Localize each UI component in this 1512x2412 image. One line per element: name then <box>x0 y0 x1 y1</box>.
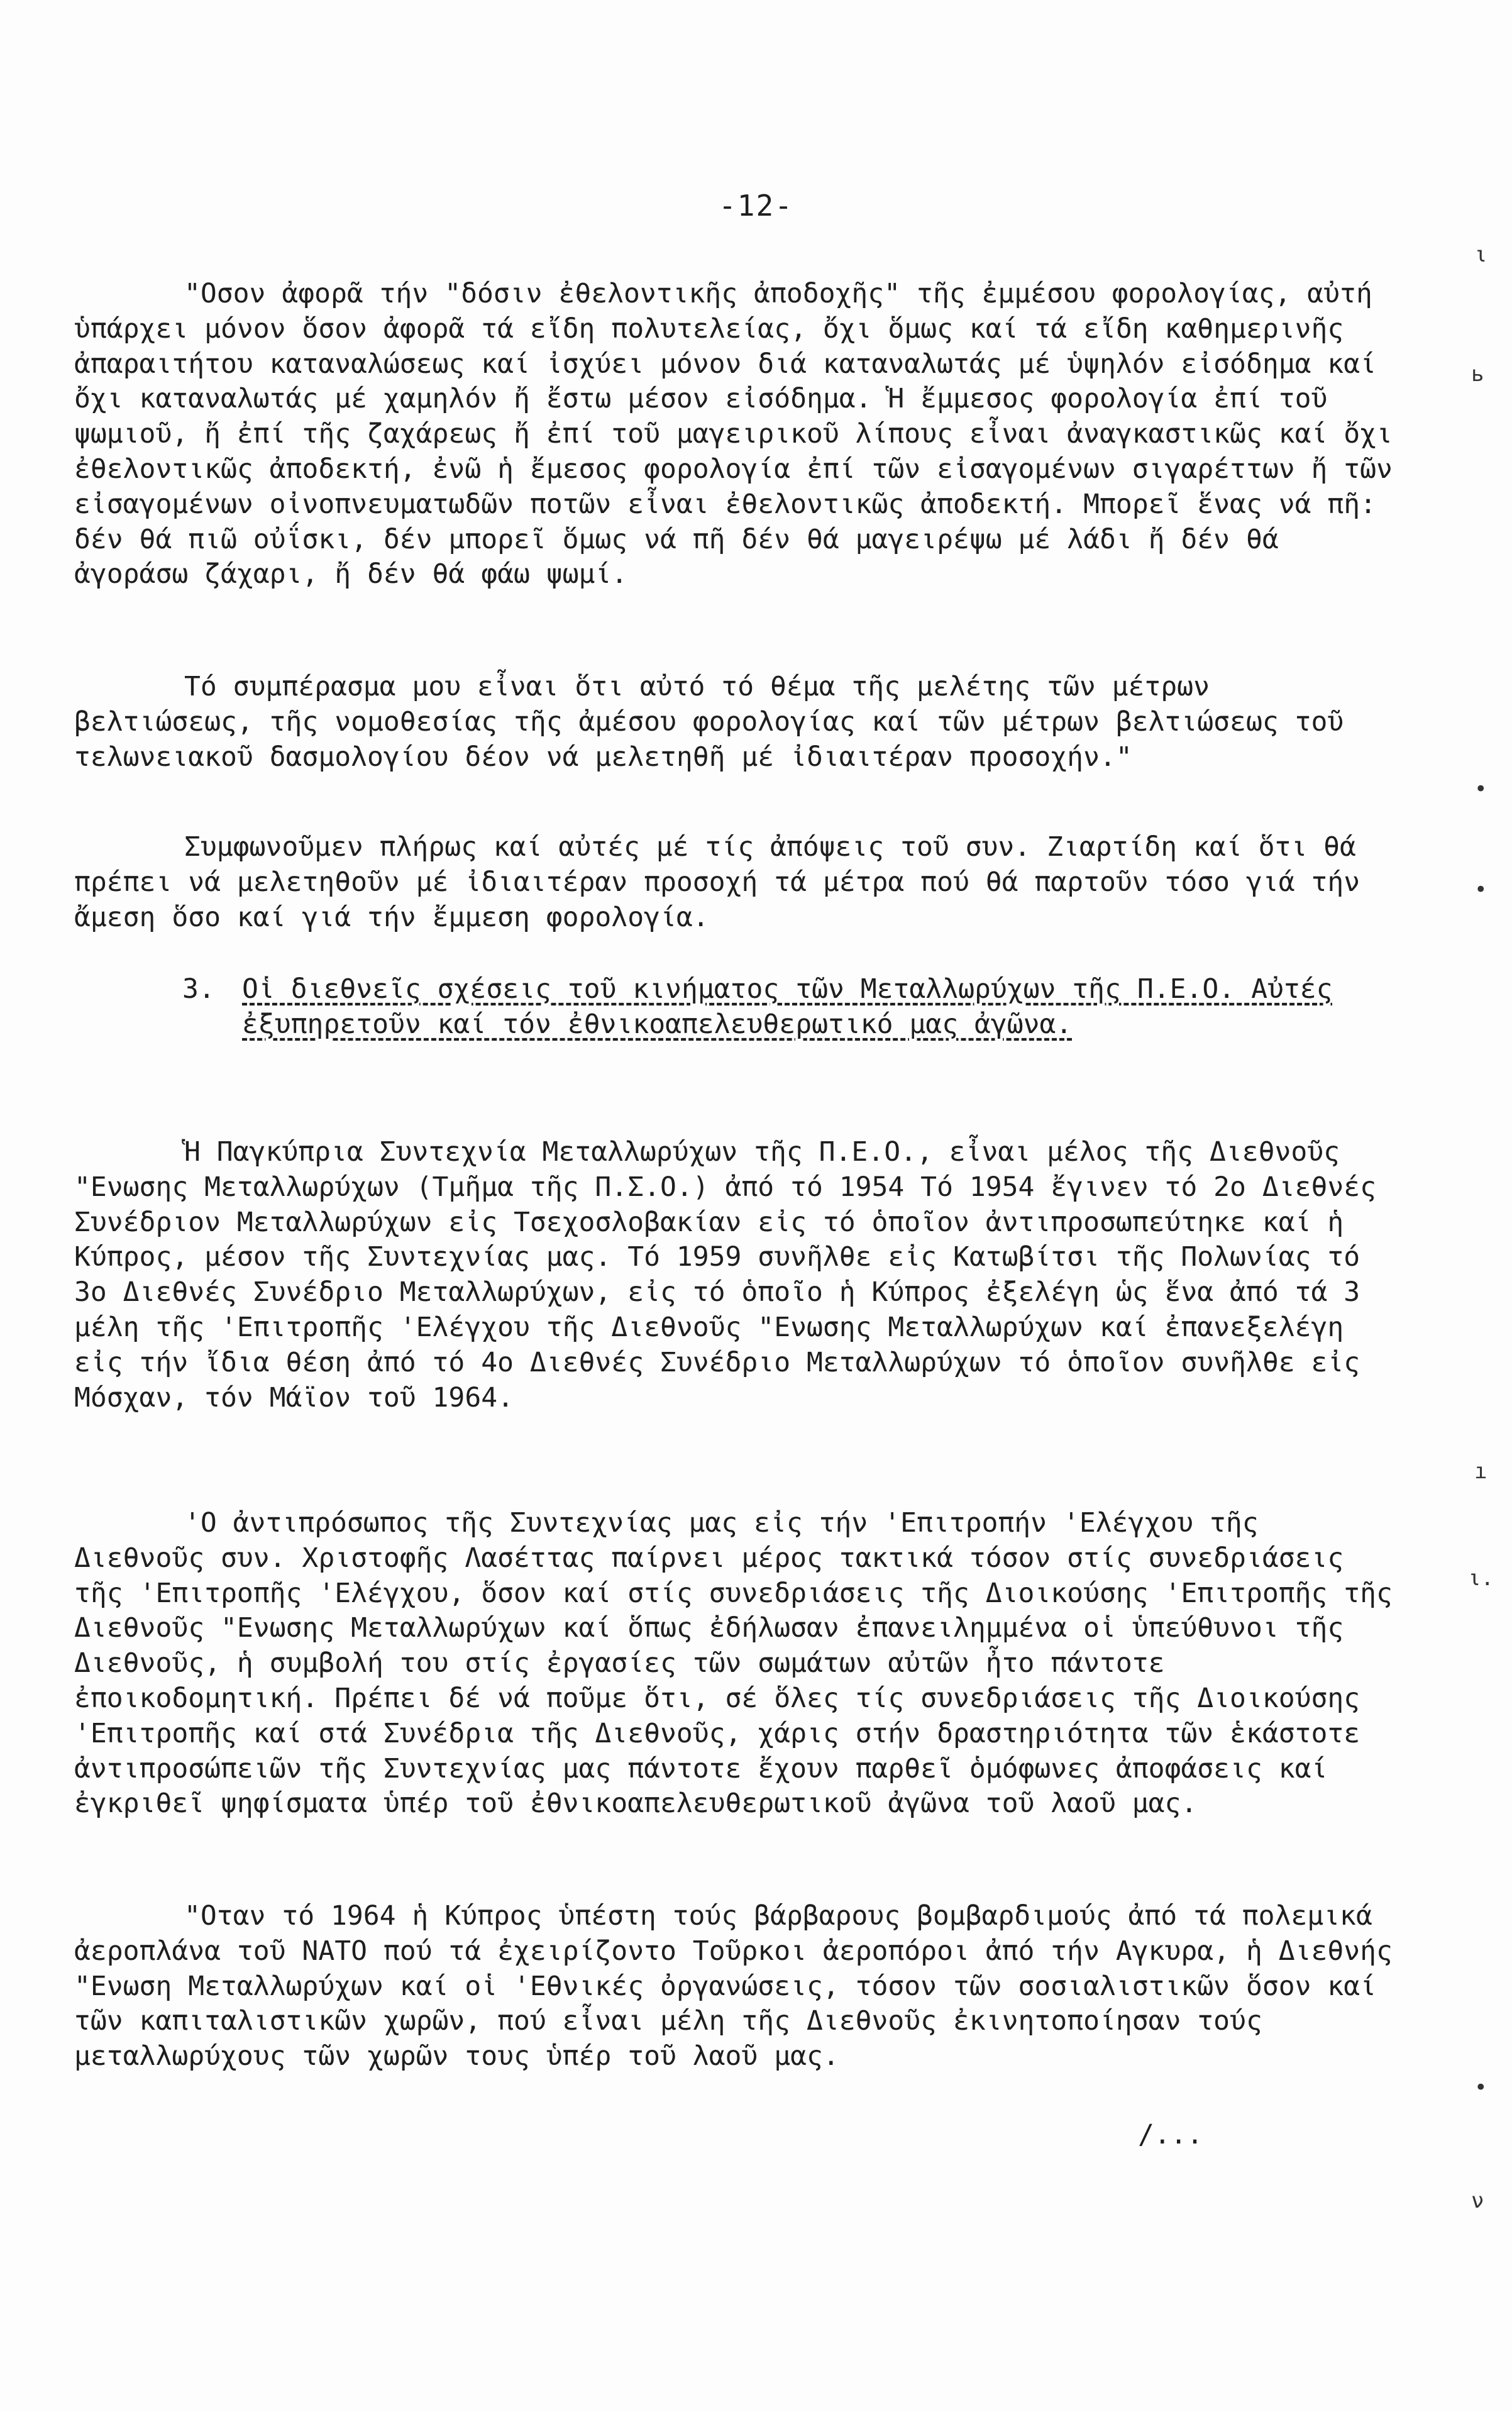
margin-mark: • <box>1474 877 1487 902</box>
continuation-mark: /... <box>1138 2119 1203 2150</box>
margin-mark: • <box>1474 2075 1487 2100</box>
margin-mark: • <box>1474 777 1487 802</box>
paragraph-text: Τό συμπέρασμα μου εἶναι ὅτι αὐτό τό θέμα τῆς μελέτης τῶν μέτρων βελτιώσεως, τῆς νομοθεσίας τῆς ἀμέσου φορολογίας καί τῶν μέτρων βελτιώσεως τοῦ τελωνειακοῦ δασμολογίου δέον νά μελετηθῆ μέ ἰδιαιτέραν προσοχήν." <box>74 671 1344 773</box>
paragraph-text: 'Ο ἀντιπρόσωπος τῆς Συντεχνίας μας εἰς τήν 'Επιτροπήν 'Ελέγχου τῆς Διεθνοῦς συν. Χριστοφῆς Λασέττας παίρνει μέρος τακτικά τόσον στίς συνεδριάσεις τῆς 'Επιτροπῆς 'Ελέγχου, ὅσον καί στίς συνεδριάσεις τῆς Διοικούσης 'Επιτροπῆς τῆς Διεθνοῦς "Ενωσης Μεταλλωρύχων καί ὅπως ἐδήλωσαν ἐπανειλημμένα οἱ ὑπεύθυνοι τῆς Διεθνοῦς, ἡ συμβολή του στίς ἐργασίες τῶν σωμάτων αὐτῶν ἦτο πάντοτε ἐποικοδομητική. Πρέπει δέ νά ποῦμε ὅτι, σέ ὅλες τίς συνεδριάσεις τῆς Διοικούσης 'Επιτροπῆς καί στά Συνέδρια τῆς Διεθνοῦς, χάρις στήν δραστηριότητα τῶν ἑκάστοτε ἀντιπροσώπειῶν τῆς Συντεχνίας μας πάντοτε ἔχουν παρθεῖ ὁμόφωνες ἀποφάσεις καί ἐγκριθεῖ ψηφίσματα ὑπέρ τοῦ ἐθνικοαπελευθερωτικοῦ ἀγῶνα τοῦ λαοῦ μας. <box>74 1507 1393 1820</box>
section-number: 3. <box>182 973 215 1005</box>
paragraph-1964-bombing <box>74 1899 1394 2074</box>
paragraph-union-membership <box>74 1135 1394 1415</box>
paragraph-tax-acceptance <box>74 277 1394 592</box>
paragraph-text: "Οταν τό 1964 ἡ Κύπρος ὑπέστη τούς βάρβαρους βομβαρδιμούς ἀπό τά πολεμικά ἀεροπλάνα τοῦ ΝΑΤΟ πού τά ἐχειρίζοντο Τοῦρκοι ἀεροπόροι ἀπό τήν Αγκυρα, ἡ Διεθνής "Ενωση Μεταλλωρύχων καί οἱ 'Εθνικές ὀργανώσεις, τόσον τῶν σοσιαλιστικῶν ὅσον καί τῶν καπιταλιστικῶν χωρῶν, πού εἶναι μέλη τῆς Διεθνοῦς ἐκινητοποίησαν τούς μεταλλωρύχους τῶν χωρῶν τους ὑπέρ τοῦ λαοῦ μας. <box>74 1900 1393 2072</box>
margin-mark: ν <box>1471 2188 1484 2213</box>
margin-mark: ь <box>1471 362 1484 387</box>
paragraph-agreement <box>74 830 1394 935</box>
margin-mark: ι. <box>1468 1566 1494 1591</box>
page-number: -12- <box>719 189 793 223</box>
paragraph-text: "Οσον ἀφορᾶ τήν "δόσιν ἐθελοντικῆς ἀποδοχῆς" τῆς ἐμμέσου φορολογίας, αὐτή ὑπάρχει μόνον ὅσον ἀφορᾶ τά εἴδη πολυτελείας, ὄχι ὅμως καί τά εἴδη καθημερινῆς ἀπαραιτήτου καταναλώσεως καί ἰσχύει μόνον διά καταναλωτάς μέ ὑψηλόν εἰσόδημα καί ὄχι καταναλωτάς μέ χαμηλόν ἤ ἔστω μέσον εἰσόδημα. Ἡ ἔμμεσος φορολογία ἐπί τοῦ ψωμιοῦ, ἤ ἐπί τῆς ζαχάρεως ἤ ἐπί τοῦ μαγειρικοῦ λίπους εἶναι ἀναγκαστικῶς καί ὄχι ἐθελοντικῶς ἀποδεκτή, ἐνῶ ἡ ἔμεσος φορολογία ἐπί τῶν εἰσαγομένων σιγαρέττων ἤ τῶν εἰσαγομένων οἰνοπνευματωδῶν ποτῶν εἶναι ἐθελοντικῶς ἀποδεκτή. Μπορεῖ ἕνας νά πῆ: δέν θά πιῶ οὐΐσκι, δέν μπορεῖ ὅμως νά πῆ δέν θά μαγειρέψω μέ λάδι ἤ δέν θά ἀγοράσω ζάχαρι, ἤ δέν θά φάω ψωμί. <box>74 278 1393 590</box>
margin-mark: ı <box>1474 1459 1487 1484</box>
paragraph-representative <box>74 1506 1394 1822</box>
paragraph-conclusion <box>74 670 1394 775</box>
paragraph-text: Ἡ Παγκύπρια Συντεχνία Μεταλλωρύχων τῆς Π.Ε.Ο., εἶναι μέλος τῆς Διεθνοῦς "Ενωσης Μεταλλωρύχων (Τμῆμα τῆς Π.Σ.Ο.) ἀπό τό 1954 Τό 1954 ἔγινεν τό 2ο Διεθνές Συνέδριον Μεταλλωρύχων εἰς Τσεχοσλοβακίαν εἰς τό ὁποῖον ἀντιπροσωπεύτηκε καί ἡ Κύπρος, μέσον τῆς Συντεχνίας μας. Τό 1959 συνῆλθε εἰς Κατωβίτσι τῆς Πολωνίας τό 3ο Διεθνές Συνέδριο Μεταλλωρύχων, εἰς τό ὁποῖο ἡ Κύπρος ἐξελέγη ὡς ἕνα ἀπό τά 3 μέλη τῆς 'Επιτροπῆς 'Ελέγχου τῆς Διεθνοῦς "Ενωσης Μεταλλωρύχων καί ἐπανεξελέγη εἰς τήν ἴδια θέση ἀπό τό 4ο Διεθνές Συνέδριο Μεταλλωρύχων τό ὁποῖον συνῆλθε εἰς Μόσχαν, τόν Μάϊον τοῦ 1964. <box>74 1136 1377 1413</box>
margin-mark: ι <box>1474 242 1487 267</box>
paragraph-text: Συμφωνοῦμεν πλήρως καί αὐτές μέ τίς ἀπόψεις τοῦ συν. Ζιαρτίδη καί ὅτι θά πρέπει νά μελετηθοῦν μέ ἰδιαιτέραν προσοχή τά μέτρα πού θά παρτοῦν τόσο γιά τήν ἄμεση ὅσο καί γιά τήν ἔμμεση φορολογία. <box>74 831 1360 933</box>
section-title: Οἱ διεθνεῖς σχέσεις τοῦ κινήματος τῶν Μεταλλωρύχων τῆς Π.Ε.Ο. Αὐτές ἐξυπηρετοῦν καί τόν ἐθνικοαπελευθερωτικό μας ἀγῶνα. <box>242 973 1333 1040</box>
section-heading <box>182 971 1377 1042</box>
